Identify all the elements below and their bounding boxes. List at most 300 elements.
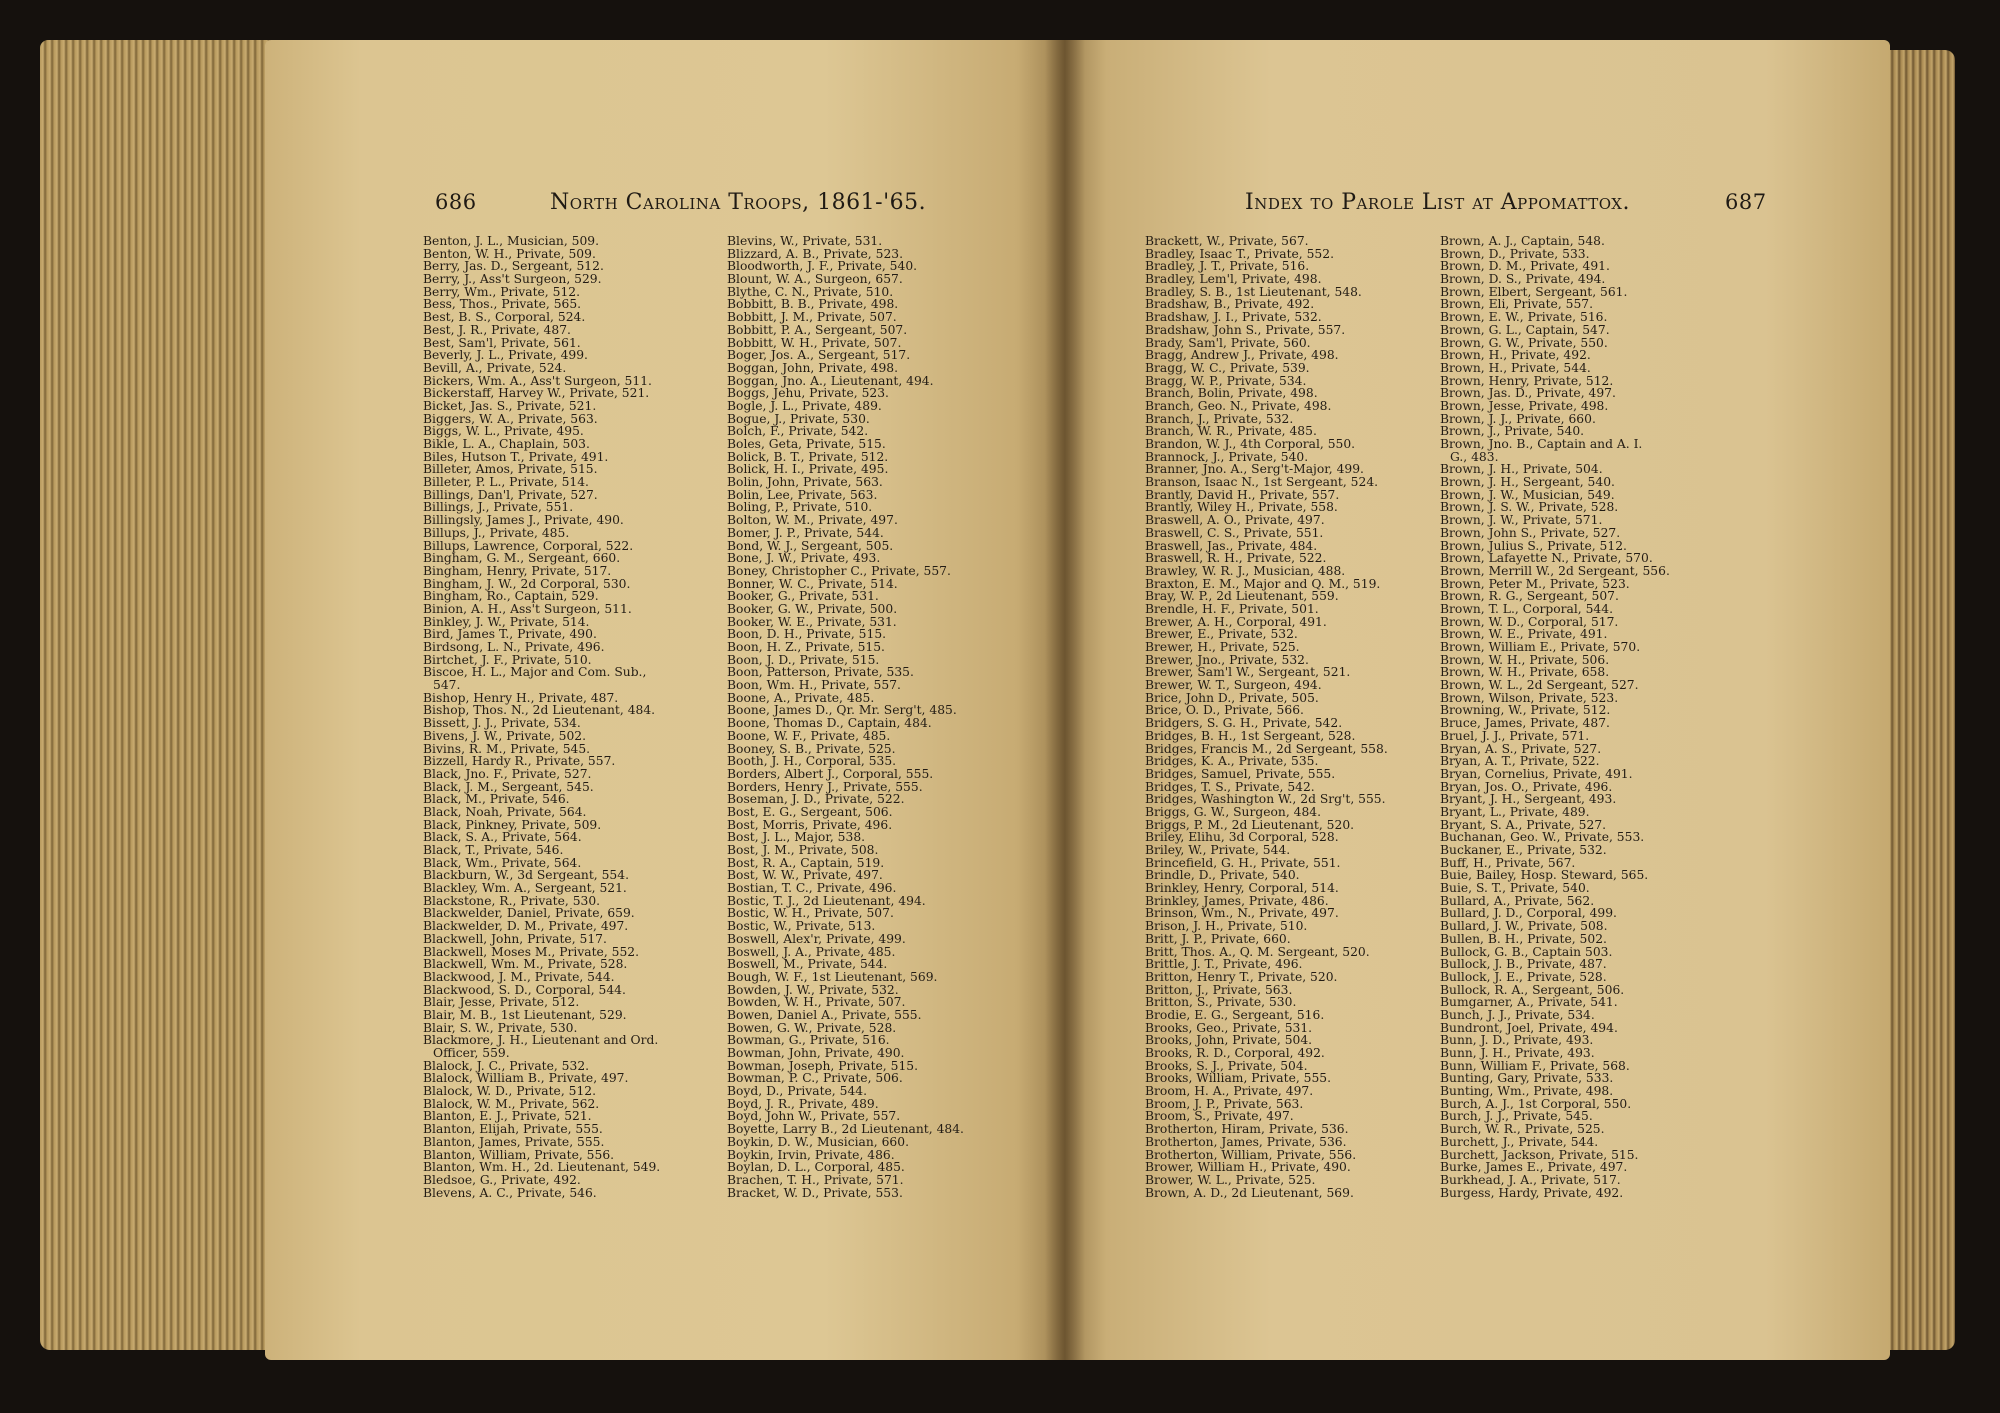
index-entry: Brown, H., Private, 544. [1440, 360, 1591, 375]
index-entry: Brawley, W. R. J., Musician, 488. [1145, 563, 1346, 578]
index-entry: Brown, W. E., Private, 491. [1440, 627, 1608, 642]
index-entry: Brown, D. S., Private, 494. [1440, 272, 1606, 287]
index-entry: Brooks, William, Private, 555. [1145, 1071, 1332, 1086]
index-entry: Brown, J. H., Sergeant, 540. [1440, 475, 1615, 490]
index-entry: Brown, Jesse, Private, 498. [1440, 398, 1609, 413]
index-entry: Blackmore, J. H., Lieutenant and Ord. [423, 1033, 659, 1048]
index-entry: Burkhead, J. A., Private, 517. [1440, 1172, 1621, 1187]
index-entry: Bost, J. M., Private, 508. [727, 843, 879, 857]
index-entry: Brandon, W. J., 4th Corporal, 550. [1145, 437, 1356, 451]
index-entry: Boggs, Jehu, Private, 523. [727, 386, 889, 401]
index-entry: Best, J. R., Private, 487. [423, 322, 571, 337]
index-entry: Buchanan, Geo. W., Private, 553. [1440, 830, 1645, 845]
index-entry: Brinkley, James, Private, 486. [1145, 893, 1329, 908]
index-entry: Bolick, B. T., Private, 512. [727, 449, 889, 464]
index-entry: Bost, Morris, Private, 496. [727, 817, 893, 832]
index-entry: Brooks, Geo., Private, 531. [1145, 1020, 1313, 1035]
right-running-title: Index to Parole List at Appomattox. [1245, 190, 1630, 215]
index-entry: Brown, Lafayette N., Private, 570. [1440, 551, 1653, 566]
index-entry-continuation: 547. [433, 678, 461, 693]
index-entry: Broom, J. P., Private, 563. [1145, 1096, 1304, 1111]
index-entry: Boon, Wm. H., Private, 557. [727, 678, 901, 693]
index-entry: Berry, J., Ass't Surgeon, 529. [423, 272, 602, 287]
index-entry: Browning, W., Private, 512. [1440, 703, 1611, 718]
index-entry: Birtchet, J. F., Private, 510. [423, 652, 592, 667]
index-entry: Black, Wm., Private, 564. [423, 855, 582, 870]
index-entry: Blevens, A. C., Private, 546. [423, 1185, 597, 1200]
index-entry: Brown, T. L., Corporal, 544. [1440, 601, 1613, 616]
index-entry: Brittle, J. T., Private, 496. [1145, 957, 1303, 972]
index-entry: Bradley, J. T., Private, 516. [1145, 259, 1310, 274]
index-entry: Bingham, Henry, Private, 517. [423, 563, 612, 578]
index-entry: Bryant, J. H., Sergeant, 493. [1440, 792, 1617, 807]
index-entry: Bracket, W. D., Private, 553. [727, 1185, 903, 1200]
index-entry: Blanton, Wm. H., 2d. Lieutenant, 549. [423, 1160, 661, 1175]
index-entry: Bridgers, S. G. H., Private, 542. [1145, 716, 1343, 731]
index-entry: Brown, J. J., Private, 660. [1440, 411, 1596, 426]
index-entry: Bolin, Lee, Private, 563. [727, 487, 878, 502]
left-running-title: North Carolina Troops, 1861-'65. [550, 190, 927, 215]
index-entry: Bullard, J. W., Private, 508. [1440, 919, 1608, 934]
index-entry: Blackwell, John, Private, 517. [423, 931, 607, 946]
index-entry: Bridges, K. A., Private, 535. [1145, 754, 1319, 769]
index-entry: Bloodworth, J. F., Private, 540. [727, 259, 918, 274]
index-entry: Borders, Henry J., Private, 555. [727, 779, 923, 794]
index-entry: Bruel, J. J., Private, 571. [1440, 728, 1590, 743]
index-entry: Bullard, J. D., Corporal, 499. [1440, 906, 1617, 921]
index-entry: Branch, J., Private, 532. [1145, 411, 1294, 426]
index-entry: Best, Sam'l, Private, 561. [423, 335, 581, 350]
index-entry: Biles, Hutson T., Private, 491. [423, 449, 609, 464]
index-entry: Billingsly, James J., Private, 490. [423, 513, 624, 528]
index-entry: Bridges, Samuel, Private, 555. [1145, 766, 1336, 781]
index-entry: Britton, S., Private, 530. [1145, 995, 1297, 1010]
index-entry: Bivens, J. W., Private, 502. [423, 728, 587, 743]
index-entry: Brown, R. G., Sergeant, 507. [1440, 589, 1619, 604]
index-entry: Blackwell, Wm. M., Private, 528. [423, 957, 628, 972]
index-entry: Brooks, John, Private, 504. [1145, 1033, 1313, 1048]
index-entry: Bickers, Wm. A., Ass't Surgeon, 511. [423, 373, 652, 388]
index-entry: Black, M., Private, 546. [423, 792, 570, 807]
index-entry: Bullock, J. B., Private, 487. [1440, 957, 1607, 972]
index-entry: Bradshaw, J. I., Private, 532. [1145, 310, 1322, 325]
index-entry: Bowman, G., Private, 516. [727, 1033, 890, 1048]
index-entry: Bowman, John, Private, 490. [727, 1046, 905, 1060]
index-entry: Brantly, Wiley H., Private, 558. [1145, 500, 1338, 515]
index-entry: Brotherton, James, Private, 536. [1145, 1134, 1347, 1149]
index-entry: Briggs, P. M., 2d Lieutenant, 520. [1145, 817, 1355, 832]
index-entry: Blair, S. W., Private, 530. [423, 1020, 578, 1035]
index-entry: Braswell, R. H., Private, 522. [1145, 551, 1327, 566]
index-entry: Buckaner, E., Private, 532. [1440, 843, 1607, 857]
index-entry: Boon, D. H., Private, 515. [727, 627, 887, 642]
index-entry: Brown, G. W., Private, 550. [1440, 335, 1608, 350]
index-entry: Boon, H. Z., Private, 515. [727, 640, 885, 654]
index-entry: Booker, G., Private, 531. [727, 589, 879, 604]
index-entry: Brown, G. L., Captain, 547. [1440, 322, 1610, 337]
index-entry: Bingham, J. W., 2d Corporal, 530. [423, 576, 631, 591]
index-entry: Bunting, Gary, Private, 533. [1440, 1071, 1614, 1086]
index-entry: Brown, Jas. D., Private, 497. [1440, 386, 1616, 401]
index-entry: Bostian, T. C., Private, 496. [727, 881, 897, 896]
index-entry: Billeter, Amos, Private, 515. [423, 462, 598, 477]
index-entry: Brown, J. W., Musician, 549. [1440, 487, 1615, 502]
index-entry: Brady, Sam'l, Private, 560. [1145, 335, 1311, 350]
index-entry: Bruce, James, Private, 487. [1440, 716, 1610, 731]
index-entry: Boone, W. F., Private, 485. [727, 728, 891, 743]
left-page-column-2 [727, 235, 1065, 1199]
index-entry: Blackwelder, D. M., Private, 497. [423, 919, 629, 934]
index-entry: Boles, Geta, Private, 515. [727, 437, 886, 451]
left-page-edges [40, 40, 270, 1350]
index-entry: Briley, Elihu, 3d Corporal, 528. [1145, 830, 1339, 845]
index-entry: Best, B. S., Corporal, 524. [423, 310, 586, 325]
index-entry: Brown, W. D., Corporal, 517. [1440, 614, 1619, 629]
index-entry: Brewer, W. T., Surgeon, 494. [1145, 678, 1322, 693]
index-entry: Bowman, Joseph, Private, 515. [727, 1058, 919, 1073]
index-entry: Bryan, A. S., Private, 527. [1440, 741, 1602, 756]
index-entry: Brower, William H., Private, 490. [1145, 1160, 1351, 1175]
index-entry: Bingham, G. M., Sergeant, 660. [423, 551, 621, 566]
index-entry: Bragg, Andrew J., Private, 498. [1145, 348, 1339, 363]
index-entry: Bradley, Lem'l, Private, 498. [1145, 272, 1322, 287]
index-entry: Blackwelder, Daniel, Private, 659. [423, 906, 635, 921]
index-entry: Benton, W. H., Private, 509. [423, 246, 596, 261]
index-entry: Bridges, T. S., Private, 542. [1145, 779, 1315, 794]
index-entry: Bost, E. G., Sergeant, 506. [727, 804, 893, 819]
index-entry: Blanton, James, Private, 555. [423, 1134, 605, 1149]
index-entry: Branch, W. R., Private, 485. [1145, 424, 1317, 439]
index-entry: Boswell, Alex'r, Private, 499. [727, 931, 906, 946]
index-entry: Blair, M. B., 1st Lieutenant, 529. [423, 1007, 627, 1022]
index-entry: Brooks, S. J., Private, 504. [1145, 1058, 1308, 1073]
index-entry: Britt, Thos. A., Q. M. Sergeant, 520. [1145, 944, 1370, 959]
index-entry: Bikle, L. A., Chaplain, 503. [423, 437, 590, 451]
index-entry: Bost, W. W., Private, 497. [727, 868, 883, 883]
index-entry: Bullen, B. H., Private, 502. [1440, 931, 1607, 946]
index-entry: Britt, J. P., Private, 660. [1145, 931, 1291, 946]
index-entry: Bowden, W. H., Private, 507. [727, 995, 906, 1010]
index-entry: Bickerstaff, Harvey W., Private, 521. [423, 386, 650, 401]
index-entry: Bryan, A. T., Private, 522. [1440, 754, 1600, 769]
index-entry: Brinkley, Henry, Corporal, 514. [1145, 881, 1339, 896]
index-entry: Buie, Bailey, Hosp. Steward, 565. [1440, 868, 1649, 883]
index-entry: Boon, Patterson, Private, 535. [727, 665, 914, 680]
index-entry: Bunn, J. H., Private, 493. [1440, 1046, 1595, 1060]
index-entry: Bumgarner, A., Private, 541. [1440, 995, 1618, 1010]
index-entry: Bobbitt, W. H., Private, 507. [727, 335, 902, 350]
index-entry: Bolick, H. I., Private, 495. [727, 462, 889, 477]
index-entry: Burchett, J., Private, 544. [1440, 1134, 1599, 1149]
index-entry: Bradshaw, B., Private, 492. [1145, 297, 1315, 312]
index-entry: Bryan, Jos. O., Private, 496. [1440, 779, 1613, 794]
index-entry: Brice, John D., Private, 505. [1145, 690, 1319, 705]
index-entry: Brown, J., Private, 540. [1440, 424, 1585, 439]
index-entry: Burch, J. J., Private, 545. [1440, 1109, 1593, 1124]
index-entry: Bomer, J. P., Private, 544. [727, 525, 884, 540]
index-entry: Blackwell, Moses M., Private, 552. [423, 944, 640, 959]
index-entry: Brotherton, William, Private, 556. [1145, 1147, 1357, 1162]
index-entry: Brice, O. D., Private, 566. [1145, 703, 1304, 718]
index-entry: Brewer, Sam'l W., Sergeant, 521. [1145, 665, 1351, 680]
index-entry: Brown, John S., Private, 527. [1440, 525, 1621, 540]
index-entry: Black, S. A., Private, 564. [423, 830, 582, 845]
index-entry: Bridges, B. H., 1st Sergeant, 528. [1145, 728, 1356, 743]
index-entry: Brown, A. D., 2d Lieutenant, 569. [1145, 1185, 1354, 1200]
left-page-column-1 [423, 235, 773, 1199]
index-entry: Brewer, A. H., Corporal, 491. [1145, 614, 1327, 629]
index-entry: Brown, Henry, Private, 512. [1440, 373, 1614, 388]
index-entry: Biscoe, H. L., Major and Com. Sub., [423, 665, 647, 680]
index-entry: Bobbitt, B. B., Private, 498. [727, 297, 899, 312]
index-entry: Billups, Lawrence, Corporal, 522. [423, 538, 634, 553]
index-entry: Boger, Jos. A., Sergeant, 517. [727, 348, 911, 363]
index-entry: Blalock, J. C., Private, 532. [423, 1058, 590, 1073]
index-entry: Bolton, W. M., Private, 497. [727, 513, 898, 528]
index-entry: Braswell, C. S., Private, 551. [1145, 525, 1324, 540]
index-entry: Blanton, E. J., Private, 521. [423, 1109, 592, 1124]
index-entry: Broom, H. A., Private, 497. [1145, 1084, 1314, 1099]
index-entry: Boney, Christopher C., Private, 557. [727, 563, 951, 578]
index-entry: Bost, R. A., Captain, 519. [727, 855, 885, 870]
index-entry: Brannock, J., Private, 540. [1145, 449, 1309, 464]
index-entry: Boone, A., Private, 485. [727, 690, 875, 705]
index-entry: Blizzard, A. B., Private, 523. [727, 246, 903, 261]
index-entry: Boylan, D. L., Corporal, 485. [727, 1160, 905, 1175]
index-entry: Blackwood, S. D., Corporal, 544. [423, 982, 626, 997]
index-entry: Billings, J., Private, 551. [423, 500, 574, 515]
index-entry: Bradley, Isaac T., Private, 552. [1145, 246, 1334, 261]
index-entry: Bolin, John, Private, 563. [727, 475, 883, 490]
index-entry: Blackstone, R., Private, 530. [423, 893, 601, 908]
index-entry: Bunch, J. J., Private, 534. [1440, 1007, 1595, 1022]
index-entry: Blythe, C. N., Private, 510. [727, 284, 894, 299]
index-entry: Bishop, Henry H., Private, 487. [423, 690, 619, 705]
index-entry: Bunn, William F., Private, 568. [1440, 1058, 1630, 1073]
right-page [1065, 40, 1890, 1360]
index-entry: Bost, J. L., Major, 538. [727, 830, 866, 845]
index-entry: Blalock, W. D., Private, 512. [423, 1084, 597, 1099]
left-page-number: 686 [435, 190, 477, 214]
index-entry: Bullard, A., Private, 562. [1440, 893, 1595, 908]
index-entry: Brower, W. L., Private, 525. [1145, 1172, 1316, 1187]
index-entry: Black, Jno. F., Private, 527. [423, 766, 592, 781]
index-entry: Boswell, M., Private, 544. [727, 957, 888, 972]
index-entry: Brindle, D., Private, 540. [1145, 868, 1300, 883]
index-entry: Braswell, Jas., Private, 484. [1145, 538, 1318, 553]
index-entry: Bogle, J. L., Private, 489. [727, 398, 882, 413]
index-entry: Brooks, R. D., Corporal, 492. [1145, 1046, 1325, 1060]
index-entry: Bivins, R. M., Private, 545. [423, 741, 591, 756]
index-entry: Brown, Peter M., Private, 523. [1440, 576, 1630, 591]
index-entry: Brown, Julius S., Private, 512. [1440, 538, 1627, 553]
index-entry: Brackett, W., Private, 567. [1145, 234, 1309, 248]
index-entry: Brachen, T. H., Private, 571. [727, 1172, 904, 1187]
index-entry: Black, J. M., Sergeant, 545. [423, 779, 594, 794]
index-entry: Bess, Thos., Private, 565. [423, 297, 582, 312]
index-entry: Boyd, John W., Private, 557. [727, 1109, 901, 1124]
index-entry: Bevill, A., Private, 524. [423, 360, 567, 375]
index-entry: Brison, J. H., Private, 510. [1145, 919, 1308, 934]
index-entry: Boone, Thomas D., Captain, 484. [727, 716, 932, 731]
index-entry: Bissett, J. J., Private, 534. [423, 716, 581, 731]
index-entry: Bradshaw, John S., Private, 557. [1145, 322, 1346, 337]
index-entry: Brown, W. L., 2d Sergeant, 527. [1440, 678, 1639, 693]
index-entry: Blount, W. A., Surgeon, 657. [727, 272, 903, 287]
index-entry: Bicket, Jas. S., Private, 521. [423, 398, 597, 413]
index-entry: Braxton, E. M., Major and Q. M., 519. [1145, 576, 1381, 591]
index-entry: Brown, J. H., Private, 504. [1440, 462, 1603, 477]
index-entry: Bullock, G. B., Captain 503. [1440, 944, 1613, 959]
index-entry: Bizzell, Hardy R., Private, 557. [423, 754, 616, 769]
index-entry: Brendle, H. F., Private, 501. [1145, 601, 1319, 616]
index-entry: Bird, James T., Private, 490. [423, 627, 597, 642]
index-entry: Bobbitt, J. M., Private, 507. [727, 310, 897, 325]
index-entry: Bostic, W., Private, 513. [727, 919, 876, 934]
index-entry: Bridges, Washington W., 2d Srg't, 555. [1145, 792, 1386, 807]
index-entry: Borders, Albert J., Corporal, 555. [727, 766, 934, 781]
index-entry: Bingham, Ro., Captain, 529. [423, 589, 599, 604]
index-entry: Branson, Isaac N., 1st Sergeant, 524. [1145, 475, 1379, 490]
index-entry: Bragg, W. P., Private, 534. [1145, 373, 1307, 388]
right-page-number: 687 [1725, 190, 1767, 214]
index-entry: Burgess, Hardy, Private, 492. [1440, 1185, 1624, 1200]
index-entry: Brown, J. W., Private, 571. [1440, 513, 1603, 528]
index-entry: Billeter, P. L., Private, 514. [423, 475, 589, 490]
index-entry: Bradley, S. B., 1st Lieutenant, 548. [1145, 284, 1362, 299]
index-entry: Brewer, E., Private, 532. [1145, 627, 1298, 642]
index-entry: Bowden, J. W., Private, 532. [727, 982, 899, 997]
index-entry: Biggers, W. A., Private, 563. [423, 411, 598, 426]
right-page-column-2 [1440, 235, 1790, 1199]
index-entry: Bonner, W. C., Private, 514. [727, 576, 898, 591]
index-entry: Branch, Geo. N., Private, 498. [1145, 398, 1332, 413]
index-entry: Biggs, W. L., Private, 495. [423, 424, 584, 439]
right-page-edges [1880, 50, 1955, 1350]
index-entry: Benton, J. L., Musician, 509. [423, 234, 600, 248]
index-entry: Bundront, Joel, Private, 494. [1440, 1020, 1618, 1035]
index-entry: Birdsong, L. N., Private, 496. [423, 640, 605, 654]
index-entry: Booney, S. B., Private, 525. [727, 741, 896, 756]
index-entry: Briggs, G. W., Surgeon, 484. [1145, 804, 1322, 819]
index-entry: Bryan, Cornelius, Private, 491. [1440, 766, 1633, 781]
index-entry: Brown, Jno. B., Captain and A. I. [1440, 437, 1643, 451]
index-entry: Buie, S. T., Private, 540. [1440, 881, 1590, 896]
index-entry: Burke, James E., Private, 497. [1440, 1160, 1628, 1175]
index-entry: Braswell, A. O., Private, 497. [1145, 513, 1325, 528]
index-entry: Boyd, J. R., Private, 489. [727, 1096, 879, 1111]
index-entry: Bogue, J., Private, 530. [727, 411, 870, 426]
index-entry: Boykin, Irvin, Private, 486. [727, 1147, 895, 1162]
index-entry: Blanton, Elijah, Private, 555. [423, 1122, 603, 1137]
index-entry: Brewer, Jno., Private, 532. [1145, 652, 1309, 667]
index-entry: Boone, James D., Qr. Mr. Serg't, 485. [727, 703, 957, 718]
index-entry: Blalock, William B., Private, 497. [423, 1071, 629, 1086]
index-entry: Brown, William E., Private, 570. [1440, 640, 1641, 654]
index-entry: Black, Noah, Private, 564. [423, 804, 587, 819]
index-entry: Branner, Jno. A., Serg't-Major, 499. [1145, 462, 1364, 477]
index-entry: Bragg, W. C., Private, 539. [1145, 360, 1310, 375]
index-entry: Brown, E. W., Private, 516. [1440, 310, 1608, 325]
index-entry: Britton, J., Private, 563. [1145, 982, 1293, 997]
index-entry: Binion, A. H., Ass't Surgeon, 511. [423, 601, 632, 616]
index-entry: Black, Pinkney, Private, 509. [423, 817, 602, 832]
index-entry: Boswell, J. A., Private, 485. [727, 944, 896, 959]
index-entry: Brown, W. H., Private, 658. [1440, 665, 1610, 680]
index-entry: Bray, W. P., 2d Lieutenant, 559. [1145, 589, 1339, 604]
index-entry: Brown, A. J., Captain, 548. [1440, 234, 1605, 248]
index-entry: Bryant, L., Private, 489. [1440, 804, 1590, 819]
index-entry-continuation: Officer, 559. [433, 1046, 510, 1060]
index-entry: Bone, J. W., Private, 493. [727, 551, 881, 566]
index-entry: Boggan, Jno. A., Lieutenant, 494. [727, 373, 934, 388]
index-entry: Bullock, R. A., Sergeant, 506. [1440, 982, 1625, 997]
index-entry: Boon, J. D., Private, 515. [727, 652, 880, 667]
index-entry: Brown, W. H., Private, 506. [1440, 652, 1610, 667]
index-entry: Bond, W. J., Sergeant, 505. [727, 538, 894, 553]
index-entry: Brinson, Wm., N., Private, 497. [1145, 906, 1339, 921]
index-entry: Bobbitt, P. A., Sergeant, 507. [727, 322, 908, 337]
index-entry: Booker, G. W., Private, 500. [727, 601, 898, 616]
index-entry: Boyette, Larry B., 2d Lieutenant, 484. [727, 1122, 964, 1137]
index-entry: Blevins, W., Private, 531. [727, 234, 883, 248]
index-entry: Boling, P., Private, 510. [727, 500, 873, 515]
index-entry: Brotherton, Hiram, Private, 536. [1145, 1122, 1349, 1137]
index-entry: Brown, Merrill W., 2d Sergeant, 556. [1440, 563, 1670, 578]
index-entry: Brincefield, G. H., Private, 551. [1145, 855, 1341, 870]
index-entry: Brown, Wilson, Private, 523. [1440, 690, 1619, 705]
index-entry: Blackley, Wm. A., Sergeant, 521. [423, 881, 627, 896]
index-entry: Boggan, John, Private, 498. [727, 360, 899, 375]
index-entry: Beverly, J. L., Private, 499. [423, 348, 588, 363]
index-entry: Bledsoe, G., Private, 492. [423, 1172, 581, 1187]
index-entry: Britton, Henry T., Private, 520. [1145, 969, 1338, 984]
index-entry: Black, T., Private, 546. [423, 843, 564, 857]
index-entry-continuation: G., 483. [1450, 449, 1499, 464]
index-entry: Brodie, E. G., Sergeant, 516. [1145, 1007, 1325, 1022]
index-entry: Bostic, W. H., Private, 507. [727, 906, 894, 921]
index-entry: Brown, Elbert, Sergeant, 561. [1440, 284, 1628, 299]
index-entry: Brewer, H., Private, 525. [1145, 640, 1300, 654]
index-entry: Briley, W., Private, 544. [1145, 843, 1291, 857]
left-page [265, 40, 1065, 1360]
index-entry: Berry, Jas. D., Sergeant, 512. [423, 259, 604, 274]
index-entry: Burch, W. R., Private, 525. [1440, 1122, 1605, 1137]
index-entry: Bowman, P. C., Private, 506. [727, 1071, 903, 1086]
book-gutter [1045, 40, 1085, 1360]
index-entry: Boykin, D. W., Musician, 660. [727, 1134, 909, 1149]
index-entry: Boseman, J. D., Private, 522. [727, 792, 905, 807]
index-entry: Blanton, William, Private, 556. [423, 1147, 615, 1162]
index-entry: Booker, W. E., Private, 531. [727, 614, 897, 629]
index-entry: Berry, Wm., Private, 512. [423, 284, 581, 299]
index-entry: Billups, J., Private, 485. [423, 525, 570, 540]
index-entry: Bryant, S. A., Private, 527. [1440, 817, 1607, 832]
index-entry: Branch, Bolin, Private, 498. [1145, 386, 1318, 401]
index-entry: Blalock, W. M., Private, 562. [423, 1096, 600, 1111]
index-entry: Booth, J. H., Corporal, 535. [727, 754, 897, 769]
index-entry: Bostic, T. J., 2d Lieutenant, 494. [727, 893, 926, 908]
index-entry: Bunn, J. D., Private, 493. [1440, 1033, 1594, 1048]
index-entry: Bishop, Thos. N., 2d Lieutenant, 484. [423, 703, 656, 718]
index-entry: Bowen, G. W., Private, 528. [727, 1020, 897, 1035]
index-entry: Brantly, David H., Private, 557. [1145, 487, 1340, 502]
index-entry: Brown, H., Private, 492. [1440, 348, 1591, 363]
index-entry: Bough, W. F., 1st Lieutenant, 569. [727, 969, 938, 984]
index-entry: Blair, Jesse, Private, 512. [423, 995, 580, 1010]
index-entry: Buff, H., Private, 567. [1440, 855, 1576, 870]
index-entry: Bullock, J. E., Private, 528. [1440, 969, 1607, 984]
